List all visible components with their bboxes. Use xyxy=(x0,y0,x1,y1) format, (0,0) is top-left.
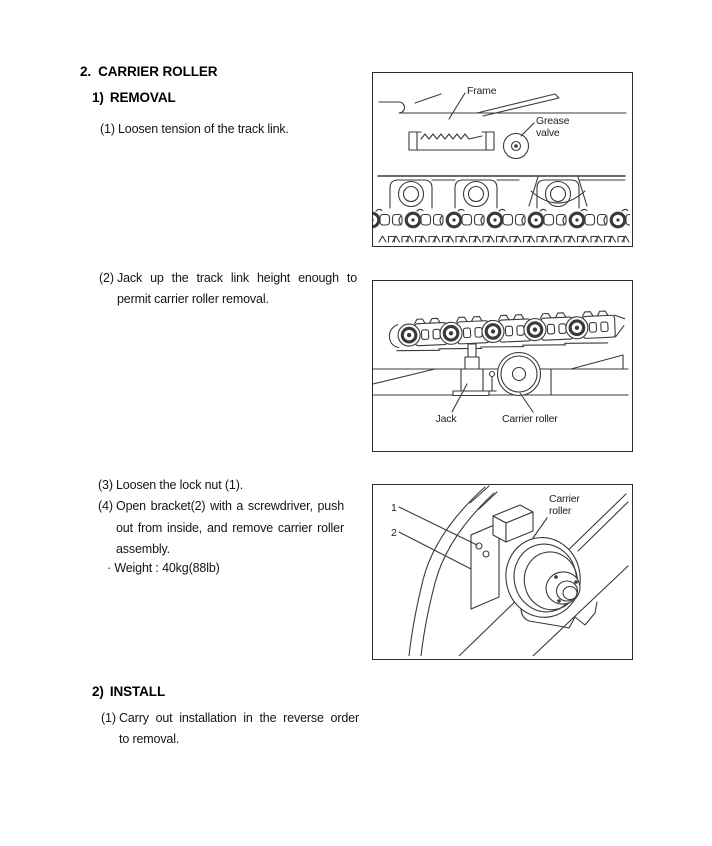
removal-number: 1) xyxy=(92,90,104,105)
step-text: Carry out installation in the reverse order xyxy=(119,711,359,725)
install-step-1 xyxy=(101,708,359,749)
step-text: Open bracket(2) with a screwdriver, push xyxy=(116,499,344,513)
step-text: assembly. xyxy=(116,542,170,556)
carrier-roller-label: Carrier roller xyxy=(502,413,558,425)
section-title: CARRIER ROLLER xyxy=(98,64,218,79)
section-heading xyxy=(80,64,217,79)
jack-label: Jack xyxy=(435,413,457,425)
figure-jack-up xyxy=(372,280,633,452)
grease-valve-label: Grease xyxy=(536,115,570,127)
step-text: out from inside, and remove carrier roller xyxy=(116,520,344,535)
callout-2-label: 2 xyxy=(391,527,397,539)
step-number: (3) xyxy=(98,478,113,492)
removal-step-2 xyxy=(99,268,357,310)
install-title: INSTALL xyxy=(109,684,166,699)
figure-loosen-tension-drawing xyxy=(373,73,630,243)
removal-step-4 xyxy=(98,496,344,561)
step-number: (1) xyxy=(100,122,115,136)
figure-loosen-tension xyxy=(372,72,633,247)
removal-step-3 xyxy=(98,475,344,496)
grease-valve-label: valve xyxy=(536,127,560,139)
carrier-roller-label: roller xyxy=(549,505,572,517)
figure-remove-assembly xyxy=(372,484,633,660)
install-number: 2) xyxy=(92,684,104,699)
step-text: to removal. xyxy=(119,731,180,746)
install-heading xyxy=(92,684,165,699)
step-text: permit carrier roller removal. xyxy=(117,292,269,306)
step-text: Loosen the lock nut (1). xyxy=(116,478,244,492)
carrier-roller-label: Carrier xyxy=(549,493,580,505)
callout-1-label: 1 xyxy=(391,502,397,514)
step-number: (1) xyxy=(101,711,116,725)
removal-step-1 xyxy=(100,119,330,140)
figure-remove-assembly-drawing xyxy=(373,485,630,656)
step-text: Jack up the track link height enough to xyxy=(117,271,357,285)
section-number: 2. xyxy=(80,64,92,79)
figure-jack-up-drawing xyxy=(373,281,630,448)
frame-label: Frame xyxy=(467,85,497,97)
step-number: (4) xyxy=(98,499,113,513)
weight-note: · Weight : 40kg(88lb) xyxy=(107,561,220,575)
step-number: (2) xyxy=(99,271,114,285)
step-text: Loosen tension of the track link. xyxy=(118,122,289,136)
removal-heading xyxy=(92,90,176,105)
removal-title: REMOVAL xyxy=(109,90,176,105)
